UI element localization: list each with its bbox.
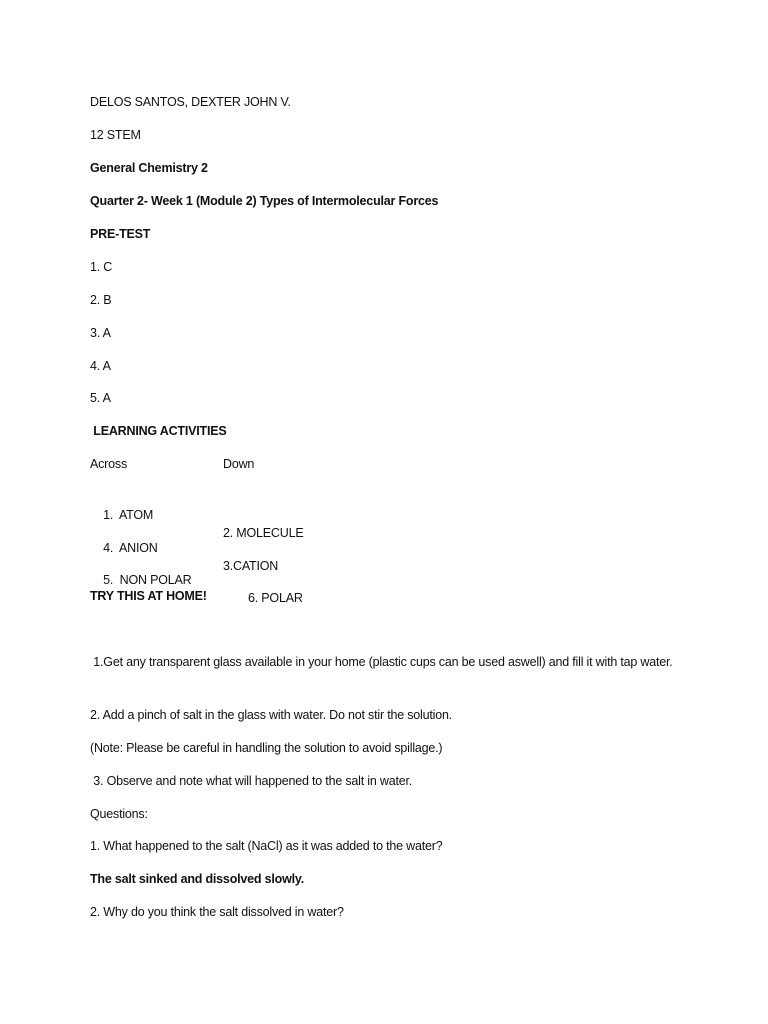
down-answer: 6. POLAR bbox=[248, 591, 303, 605]
pretest-answer: 2. B bbox=[90, 293, 112, 307]
instruction-step-3: 3. Observe and note what will happened to the salt in water. bbox=[90, 774, 413, 788]
down-label: Down bbox=[223, 457, 255, 471]
across-answer: 5. NON POLAR bbox=[103, 573, 192, 587]
across-label: Across bbox=[90, 457, 128, 471]
instruction-step-1: 1.Get any transparent glass available in your home (plastic cups can be used aswell) and fill it with tap water. bbox=[90, 655, 673, 669]
try-home-heading: TRY THIS AT HOME! bbox=[90, 589, 207, 603]
instruction-step-2: 2. Add a pinch of salt in the glass with water. Do not stir the solution. bbox=[90, 708, 452, 722]
question-2: 2. Why do you think the salt dissolved in water? bbox=[90, 905, 344, 919]
question-1: 1. What happened to the salt (NaCl) as it was added to the water? bbox=[90, 839, 443, 853]
module-title: Quarter 2- Week 1 (Module 2) Types of Intermolecular Forces bbox=[90, 194, 439, 208]
pretest-heading: PRE-TEST bbox=[90, 227, 151, 241]
pretest-answer: 4. A bbox=[90, 359, 111, 373]
across-answer: 4. ANION bbox=[103, 541, 158, 555]
pretest-answer: 3. A bbox=[90, 326, 111, 340]
student-section: 12 STEM bbox=[90, 128, 141, 142]
answer-1: The salt sinked and dissolved slowly. bbox=[90, 872, 304, 886]
crossword-header-row bbox=[90, 455, 390, 473]
questions-heading: Questions: bbox=[90, 807, 148, 821]
instruction-note: (Note: Please be careful in handling the solution to avoid spillage.) bbox=[90, 741, 443, 755]
pretest-answer: 1. C bbox=[90, 260, 113, 274]
across-answer: 1. ATOM bbox=[103, 508, 154, 522]
down-answer: 2. MOLECULE bbox=[223, 526, 304, 540]
student-name: DELOS SANTOS, DEXTER JOHN V. bbox=[90, 95, 291, 109]
subject-title: General Chemistry 2 bbox=[90, 161, 208, 175]
pretest-answer: 5. A bbox=[90, 391, 111, 405]
down-answer: 3.CATION bbox=[223, 559, 279, 573]
learning-activities-heading: LEARNING ACTIVITIES bbox=[90, 424, 227, 438]
